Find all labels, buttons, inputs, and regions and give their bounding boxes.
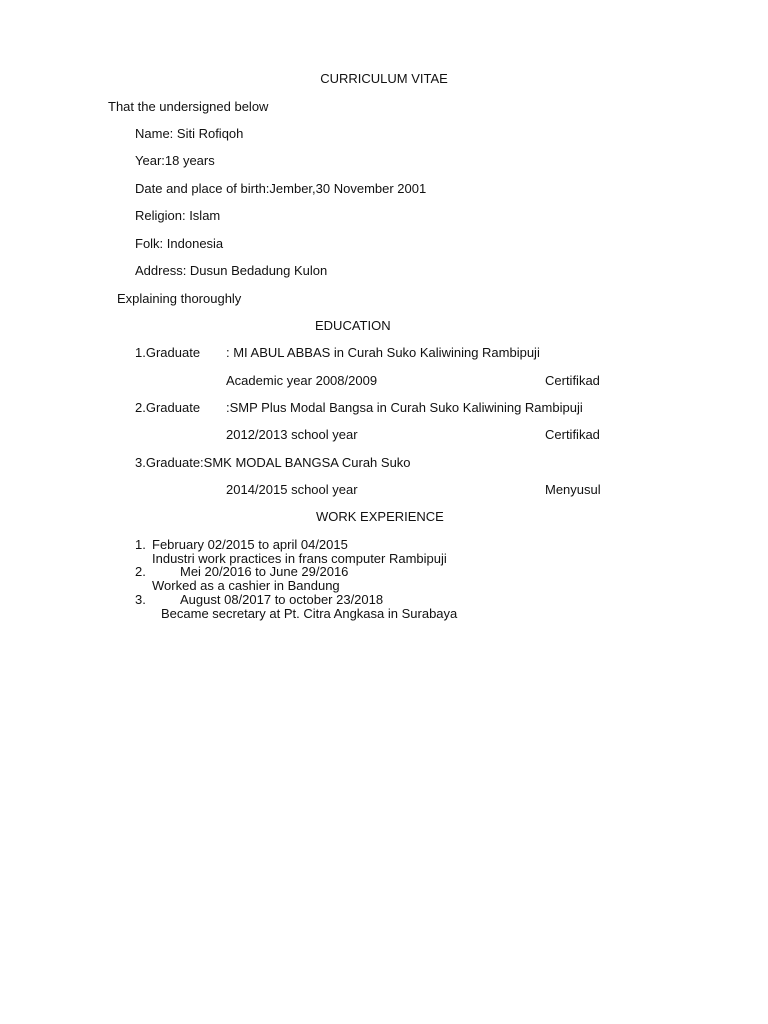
- folk-line: Folk: Indonesia: [135, 236, 224, 251]
- work-2-period: Mei 20/2016 to June 29/2016: [180, 564, 349, 579]
- education-heading: EDUCATION: [315, 318, 391, 333]
- education-1-year: Academic year 2008/2009: [226, 373, 378, 388]
- education-3-label: 3.Graduate:SMK MODAL BANGSA Curah Suko: [135, 455, 411, 470]
- work-3-period: August 08/2017 to october 23/2018: [180, 592, 384, 607]
- education-2-label: 2.Graduate: [135, 400, 201, 415]
- education-1-note: Certifikad: [545, 373, 600, 388]
- education-2-year: 2012/2013 school year: [226, 427, 358, 442]
- intro-text: That the undersigned below: [108, 99, 269, 114]
- religion-line: Religion: Islam: [135, 208, 221, 223]
- work-experience-heading: WORK EXPERIENCE: [316, 509, 444, 524]
- work-2-number: 2.: [135, 564, 146, 579]
- education-1-school: : MI ABUL ABBAS in Curah Suko Kaliwining Rambipuji: [226, 345, 540, 360]
- name-line: Name: Siti Rofiqoh: [135, 126, 244, 141]
- education-2-note: Certifikad: [545, 427, 600, 442]
- education-2-school: :SMP Plus Modal Bangsa in Curah Suko Kaliwining Rambipuji: [226, 400, 583, 415]
- education-3-year: 2014/2015 school year: [226, 482, 358, 497]
- explaining-text: Explaining thoroughly: [117, 291, 242, 306]
- work-3-description: Became secretary at Pt. Citra Angkasa in Surabaya: [161, 606, 458, 621]
- work-1-description: Industri work practices in frans computer Rambipuji: [152, 551, 447, 566]
- year-line: Year:18 years: [135, 153, 215, 168]
- birth-line: Date and place of birth:Jember,30 November 2001: [135, 181, 427, 196]
- education-1-label: 1.Graduate: [135, 345, 201, 360]
- education-3-note: Menyusul: [545, 482, 601, 497]
- work-3-number: 3.: [135, 592, 146, 607]
- document-title: CURRICULUM VITAE: [320, 71, 448, 86]
- work-2-description: Worked as a cashier in Bandung: [152, 578, 340, 593]
- work-1-period: February 02/2015 to april 04/2015: [152, 537, 348, 552]
- work-1-number: 1.: [135, 537, 146, 552]
- address-line: Address: Dusun Bedadung Kulon: [135, 263, 328, 278]
